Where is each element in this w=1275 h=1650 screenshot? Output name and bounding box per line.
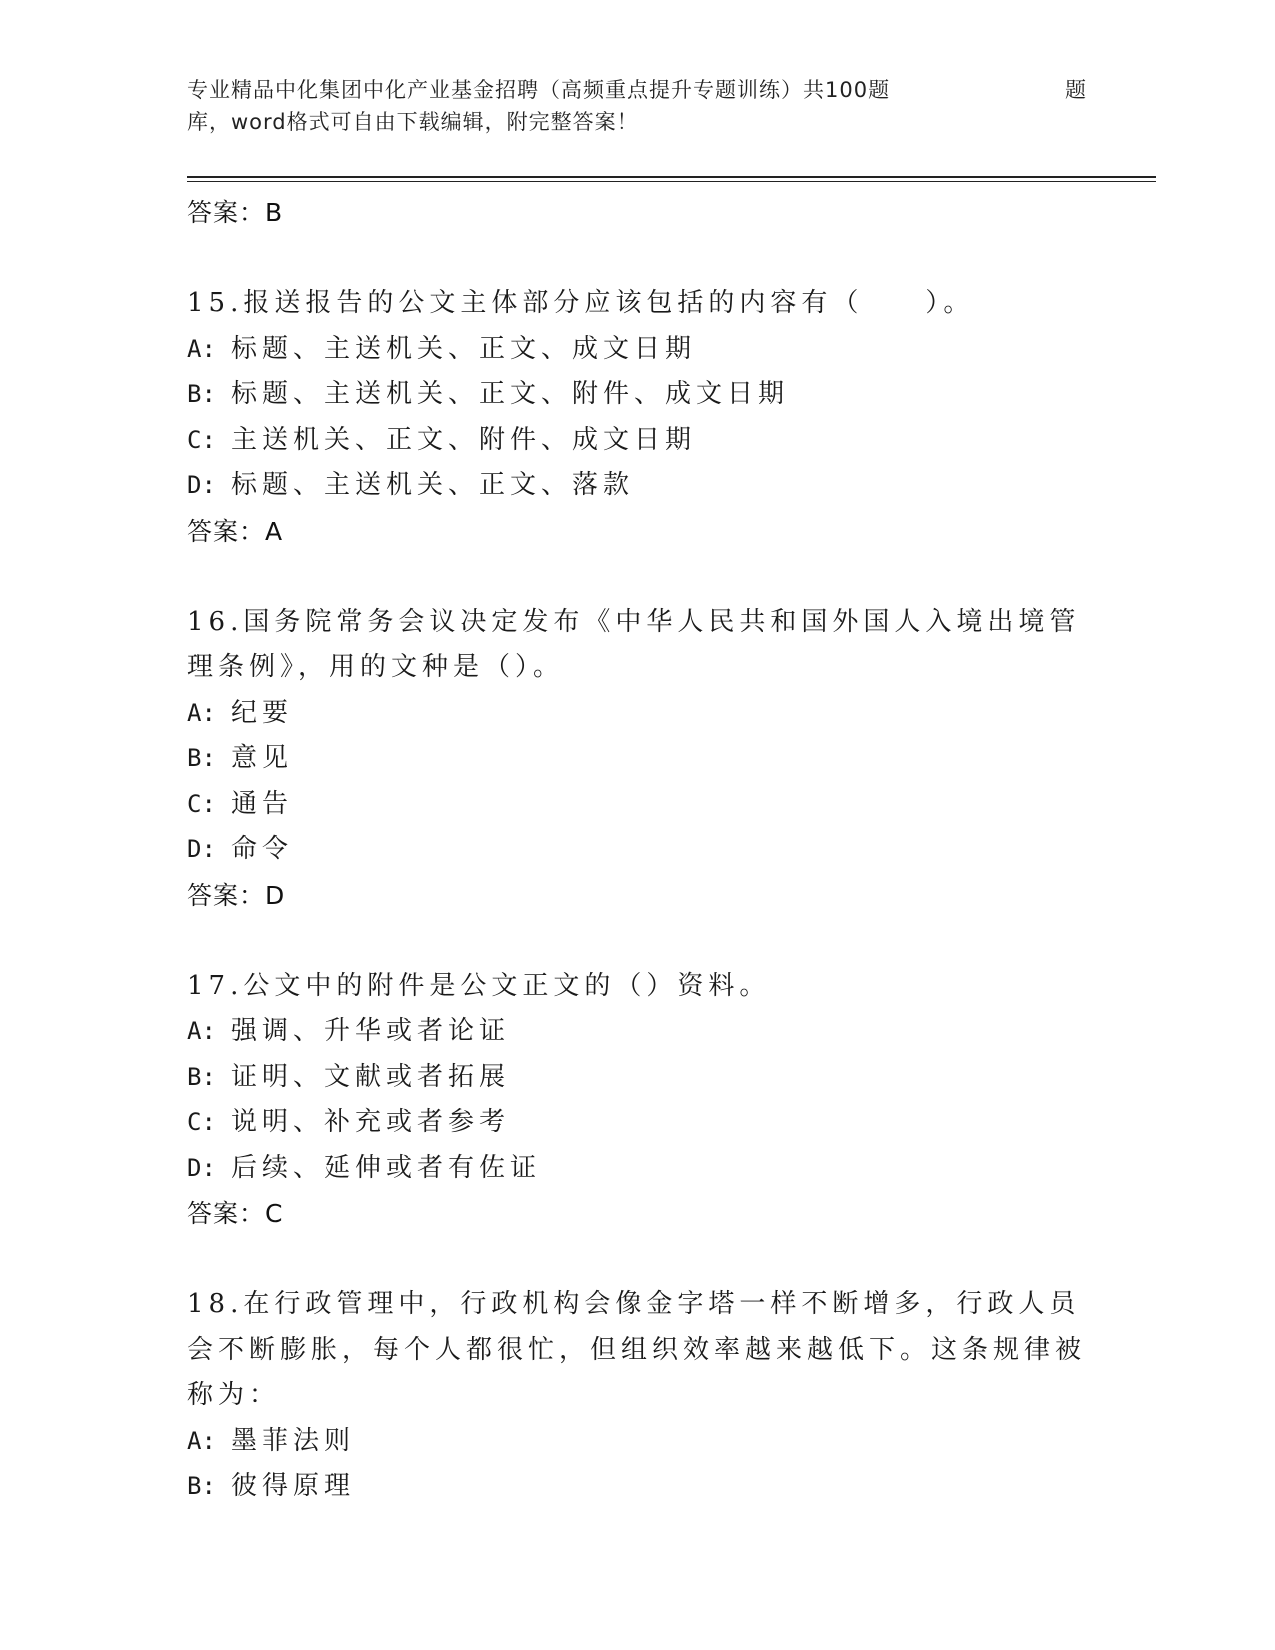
option-a: A: 纪要 xyxy=(187,697,294,728)
option-c: C: 通告 xyxy=(187,788,294,819)
option-b: B: 意见 xyxy=(187,743,294,773)
option-b: B: 证明、文献或者拓展 xyxy=(187,1061,511,1092)
header-line-1 xyxy=(187,74,1087,106)
option-b: B: 彼得原理 xyxy=(187,1471,356,1501)
question-block-15 xyxy=(187,281,1087,554)
header-title: 专业精品中化集团中化产业基金招聘（高频重点提升专题训练）共100题 xyxy=(187,78,891,102)
header-title-tail: 题 xyxy=(1065,78,1087,102)
option-c: C: 说明、补充或者参考 xyxy=(187,1107,511,1137)
spacer xyxy=(187,918,1087,964)
spacer xyxy=(187,235,1087,281)
option-d: D: 命令 xyxy=(187,834,294,864)
option-a: A: 强调、升华或者论证 xyxy=(187,1016,511,1046)
question-text-16: 16.国务院常务会议决定发布《中华人民共和国外国人入境出境管理条例》，用的文种是（）。 xyxy=(187,606,1081,682)
spacer xyxy=(187,1236,1087,1282)
question-text-17: 17.公文中的附件是公文正文的（）资料。 xyxy=(187,970,771,1001)
spacer xyxy=(187,554,1087,600)
option-d: D: 后续、延伸或者有佐证 xyxy=(187,1152,542,1183)
option-a: A: 标题、主送机关、正文、成文日期 xyxy=(187,333,697,364)
question-text-15: 15.报送报告的公文主体部分应该包括的内容有（ ）。 xyxy=(187,288,975,318)
page-header xyxy=(187,74,1087,138)
option-b: B: 标题、主送机关、正文、附件、成文日期 xyxy=(187,379,790,409)
option-c: C: 主送机关、正文、附件、成文日期 xyxy=(187,424,697,455)
option-a: A: 墨菲法则 xyxy=(187,1425,356,1456)
answer-line-16: 答案：D xyxy=(187,880,286,910)
question-list xyxy=(187,190,1087,1510)
header-rule-thick xyxy=(187,176,1156,178)
question-block-18 xyxy=(187,1282,1087,1510)
answer-line-15: 答案：A xyxy=(187,516,284,546)
question-text-18: 18.在行政管理中，行政机构会像金字塔一样不断增多，行政人员会不断膨胀，每个人都很忙，但组织效率越来越低下。这条规律被称为： xyxy=(187,1289,1087,1410)
answer-line-14: 答案：B xyxy=(187,198,284,227)
answer-line-17: 答案：C xyxy=(187,1199,284,1228)
option-d: D: 标题、主送机关、正文、落款 xyxy=(187,470,635,500)
header-line-2: 库，word格式可自由下载编辑，附完整答案！ xyxy=(187,110,639,134)
question-block-16 xyxy=(187,600,1087,918)
question-block-17 xyxy=(187,964,1087,1237)
header-rule-thin xyxy=(187,181,1156,182)
